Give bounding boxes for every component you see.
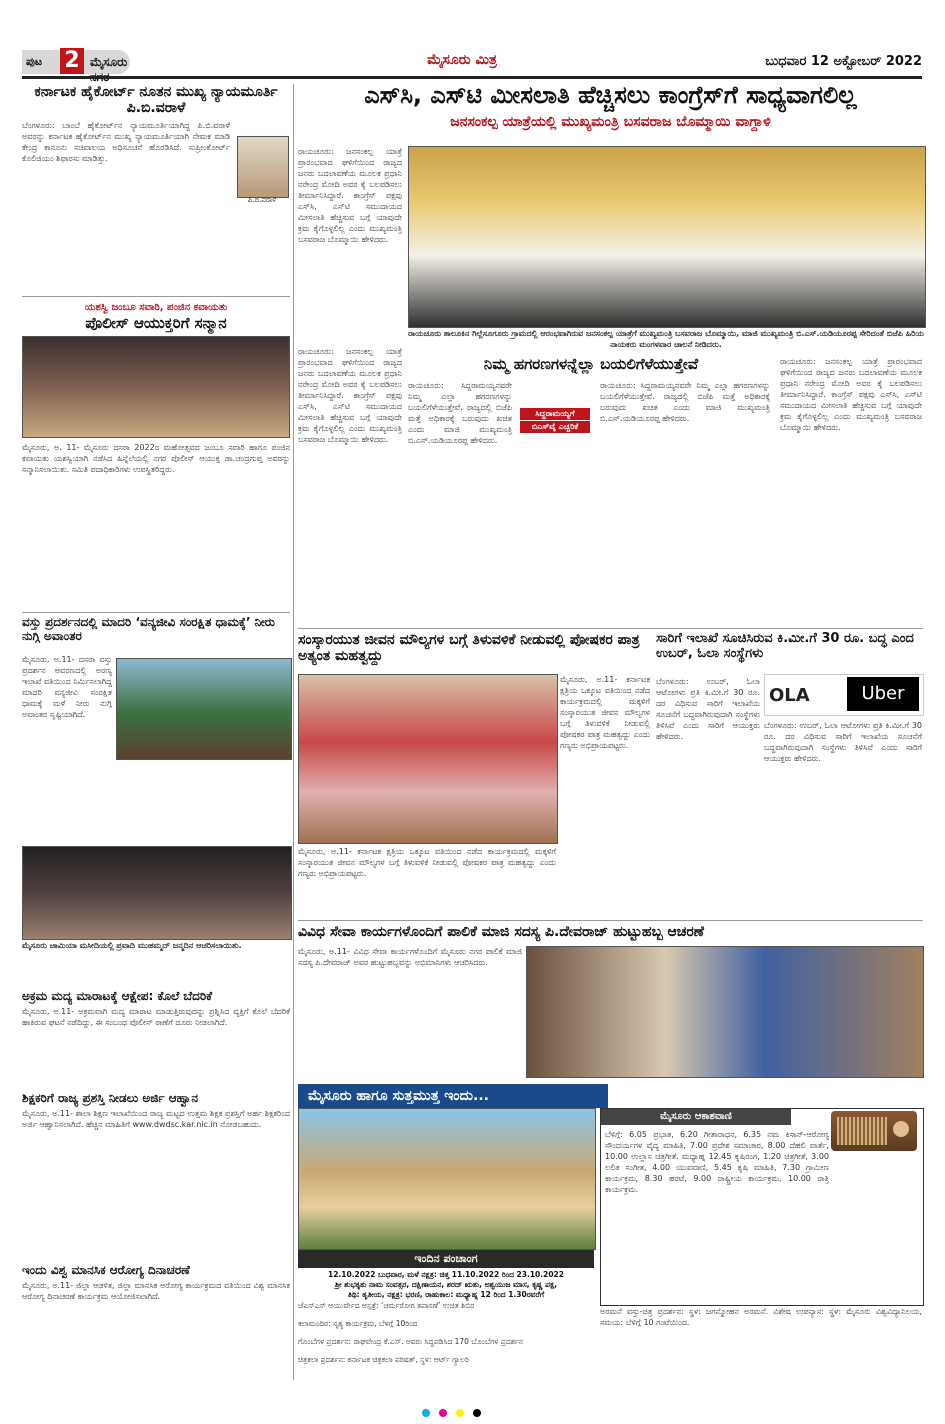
header-rule — [22, 76, 922, 79]
siddu-body-cont: ರಾಯಚೂರು: ಸಿದ್ದರಾಮಯ್ಯನವರೇ ನಿಮ್ಮ ಎಲ್ಲಾ ಹಗರಣಗಳನ್ನು ಬಯಲಿಗೆಳೆಯುತ್ತೇವೆ. ರಾಜ್ಯದಲ್ಲಿ ಬಿಜೆಪಿ ಮತ್ತೆ ಅಧಿಕಾರಕ್ಕೆ ಬರುವುದು ಖಚಿತ ಎಂದು ಮಾಜಿ ಮುಖ್ಯಮಂತ್ರಿ ಬಿ.ಎಸ್.ಯಡಿಯೂರಪ್ಪ ಹೇಳಿದರು. — [600, 381, 770, 423]
akrama-body: ಮೈಸೂರು, ಅ.11- ಅಕ್ರಮವಾಗಿ ಮದ್ಯ ಮಾರಾಟ ಮಾಡುತ್ತಿರುವುದನ್ನು ಪ್ರಶ್ನಿಸಿದ ವ್ಯಕ್ತಿಗೆ ಕೊಲೆ ಬೆದರಿಕೆ ಹಾಕಿರುವ ಘಟನೆ ನಡೆದಿದ್ದು, ಈ ಸಂಬಂಧ ಪೊಲೀಸ್ ಠಾಣೆಗೆ ದೂರು ನೀಡಲಾಗಿದೆ. — [22, 1006, 290, 1027]
panchanga-title: ಇಂದಿನ ಪಂಚಾಂಗ — [298, 1250, 594, 1268]
samskara-headline: ಸಂಸ್ಕಾರಯುತ ಜೀವನ ಮೌಲ್ಯಗಳ ಬಗ್ಗೆ ತಿಳುವಳಿಕೆ ನೀಡುವಲ್ಲಿ ಪೋಷಕರ ಪಾತ್ರ ಅತ್ಯಂತ ಮಹತ್ವದ್ದು — [298, 632, 640, 665]
page-number-tab — [22, 50, 130, 74]
lead-body-cont: ರಾಯಚೂರು: ಜನಸಂಕಲ್ಪ ಯಾತ್ರೆ ಪ್ರಾರಂಭವಾದ ಘಳಿಗೆಯಿಂದ ರಾಜ್ಯದ ಜನರು ಬದಲಾವಣೆಯ ಮೂಲಕ ಪ್ರಧಾನಿ ನರೇಂದ್ರ ಮೋದಿ ಅವರ ಕೈ ಬಲಪಡಿಸಲು ತೀರ್ಮಾನಿಸಿದ್ದಾರೆ. ಕಾಂಗ್ರೆಸ್ ಪಕ್ಷವು ಎಸ್‌ಸಿ, ಎಸ್‌ಟಿ ಸಮುದಾಯದ ಮೀಸಲಾತಿ ಹೆಚ್ಚಿಸುವ ಬಗ್ಗೆ ಯಾವುದೇ ಕ್ರಮ ಕೈಗೊಳ್ಳಲಿಲ್ಲ ಎಂದು ಮುಖ್ಯಮಂತ್ರಿ ಬಸವರಾಜ ಬೊಮ್ಮಾಯಿ ಹೇಳಿದರು. — [298, 347, 402, 444]
page-label: ಪುಟ — [26, 55, 43, 68]
hc-body: ಬೆಂಗಳೂರು: ಬಾಂಬೆ ಹೈಕೋರ್ಟ್‌ನ ನ್ಯಾಯಮೂರ್ತಿಯಾಗಿದ್ದ ಪಿ.ಬಿ.ವರಾಳೆ ಅವರನ್ನು ಕರ್ನಾಟಕ ಹೈಕೋರ್ಟ್‌ನ ಮುಖ್ಯ ನ್ಯಾಯಮೂರ್ತಿಯಾಗಿ ನೇಮಕ ಮಾಡಿ ಕೇಂದ್ರ ಕಾನೂನು ಸಚಿವಾಲಯ ಅಧಿಸೂಚನೆ ಹೊರಡಿಸಿದೆ. ಸುಪ್ರೀಂಕೋರ್ಟ್ ಕೊಲಿಜಿಯಂ ಶಿಫಾರಸು ಮಾಡಿತ್ತು. — [22, 121, 230, 164]
event-item: ಗೊಂಬೆಗಳ ಪ್ರದರ್ಶನ: ರಾಘವೇಂದ್ರ ಕೆ.ಎಸ್. ಅವರು ಸಿದ್ಧಪಡಿಸಿದ 170 ಬೊಂಬೆಗಳ ಪ್ರದರ್ಶನ — [298, 1337, 523, 1346]
siddu-headline: ನಿಮ್ಮ ಹಗರಣಗಳನ್ನೆಲ್ಲಾ ಬಯಲಿಗೆಳೆಯುತ್ತೇವೆ — [483, 355, 699, 373]
panchanga-dates: 12.10.2022 ಬುಧವಾರ, ಮಳೆ ನಕ್ಷತ್ರ: ಚಿತ್ತ 11.10.2022 ರಿಂದ 23.10.2022 — [327, 1270, 564, 1279]
panchanga-line3: ತಿಥಿ: ತೃತೀಯ, ನಕ್ಷತ್ರ: ಭರಣಿ, ರಾಹುಕಾಲ: ಮಧ್ಯಾಹ್ನ 12 ರಿಂದ 1.30ರವರೆಗೆ — [347, 1290, 545, 1299]
mental-article — [22, 1264, 290, 1370]
siddu-tag-line2: ಬಿಎಸ್‌ವೈ ಎಚ್ಚರಿಕೆ — [520, 421, 590, 433]
samskara-article — [298, 632, 648, 664]
ola-article — [656, 632, 922, 662]
radio-body: ಬೆಳಿಗ್ಗೆ: 6.05 ಪ್ರಭಾತ, 6.20 ಗೀತಾರಾಧನ, 6.35 ನಮ ಕಿಸಾನ್-ಆರೋಗ್ಯ ಸೌಂದರ್ಯಗಳ ವೈದ್ಯ ಮಾಹಿತಿ, 7.00 ಪ್ರದೇಶ ಸಮಾಚಾರ, 8.00 ದೆಹಲಿ ವಾರ್ತೆ, 10.00 ಉಲ್ಲಾಸ ಚಿತ್ರಗೀತೆ. ಮಧ್ಯಾಹ್ನ 12.45 ಕೃಷಿರಂಗ, 1.20 ಚಿತ್ರಗೀತೆ, 3.00 ಲಲಿತ ಸಂಗೀತ, 4.00 ಯುವವಾಣಿ, 5.45 ಕೃಷಿ ಮಾಹಿತಿ, 7.30 ಗ್ರಾಮೀಣ ಕಾರ್ಯಕ್ರಮ, 8.30 ಹರಟೆ, 9.00 ರಾಷ್ಟ್ರೀಯ ಕಾರ್ಯಕ್ರಮ, 10.00 ರಾತ್ರಿ ಕಾರ್ಯಕ್ರಮ. — [605, 1130, 829, 1194]
radio-dial — [893, 1121, 909, 1137]
ola-body-cont: ಬೆಂಗಳೂರು: ಉಬರ್, ಓಲಾ ಆಟೋಗಳು ಪ್ರತಿ ಕಿ.ಮೀ.ಗೆ 30 ರೂ. ದರ ವಿಧಿಸುವ ಸಾರಿಗೆ ಇಲಾಖೆಯ ಸೂಚನೆಗೆ ಬದ್ಧವಾಗಿರುವುದಾಗಿ ಸಂಸ್ಥೆಗಳು ತಿಳಿಸಿವೆ ಎಂದು ಸಾರಿಗೆ ಆಯುಕ್ತರು ಹೇಳಿದರು. — [764, 721, 922, 763]
shikshak-headline: ಶಿಕ್ಷಕರಿಗೆ ರಾಜ್ಯ ಪ್ರಶಸ್ತಿ ನೀಡಲು ಅರ್ಜಿ ಆಹ್ವಾನ — [22, 1091, 199, 1105]
black-mark — [473, 1409, 481, 1417]
lead-body: ರಾಯಚೂರು: ಜನಸಂಕಲ್ಪ ಯಾತ್ರೆ ಪ್ರಾರಂಭವಾದ ಘಳಿಗೆಯಿಂದ ರಾಜ್ಯದ ಜನರು ಬದಲಾವಣೆಯ ಮೂಲಕ ಪ್ರಧಾನಿ ನರೇಂದ್ರ ಮೋದಿ ಅವರ ಕೈ ಬಲಪಡಿಸಲು ತೀರ್ಮಾನಿಸಿದ್ದಾರೆ. ಕಾಂಗ್ರೆಸ್ ಪಕ್ಷವು ಎಸ್‌ಸಿ, ಎಸ್‌ಟಿ ಸಮುದಾಯದ ಮೀಸಲಾತಿ ಹೆಚ್ಚಿಸುವ ಬಗ್ಗೆ ಯಾವುದೇ ಕ್ರಮ ಕೈಗೊಳ್ಳಲಿಲ್ಲ ಎಂದು ಮುಖ್ಯಮಂತ್ರಿ ಬಸವರಾಜ ಬೊಮ್ಮಾಯಿ ಹೇಳಿದರು. — [298, 147, 402, 244]
cyan-mark — [422, 1409, 430, 1417]
radio-title: ಮೈಸೂರು ಆಕಾಶವಾಣಿ — [601, 1109, 791, 1125]
police-photo — [22, 336, 290, 438]
registration-marks — [420, 1402, 483, 1421]
vastu-photo — [116, 658, 292, 760]
ola-logo: OLA — [769, 685, 810, 706]
event-item: ಚಿತ್ರಕಲಾ ಪ್ರದರ್ಶನ: ಕರ್ನಾಟಕ ಚಿತ್ರಕಲಾ ಪರಿಷತ್, ಸ್ಥಳ: ಆರ್ಟ್ ಗ್ಯಾಲರಿ — [298, 1355, 469, 1364]
divider — [298, 920, 923, 921]
radio-speaker-grille — [837, 1117, 887, 1145]
samskara-body: ಮೈಸೂರು, ಅ.11- ಕರ್ನಾಟಕ ಕ್ಷತ್ರಿಯ ಒಕ್ಕೂಟ ವತಿಯಿಂದ ನಡೆದ ಕಾರ್ಯಕ್ರಮದಲ್ಲಿ ಮಕ್ಕಳಿಗೆ ಸಂಸ್ಕಾರಯುತ ಜೀವನ ಮೌಲ್ಯಗಳ ಬಗ್ಗೆ ತಿಳುವಳಿಕೆ ನೀಡುವಲ್ಲಿ ಪೋಷಕರ ಪಾತ್ರ ಮಹತ್ವದ್ದು ಎಂದು ಗಣ್ಯರು ಅಭಿಪ್ರಾಯಪಟ್ಟರು. — [560, 675, 650, 750]
police-headline: ಪೊಲೀಸ್ ಆಯುಕ್ತರಿಗೆ ಸನ್ಮಾನ — [85, 314, 227, 332]
siddu-body: ರಾಯಚೂರು: ಸಿದ್ದರಾಮಯ್ಯನವರೇ ನಿಮ್ಮ ಎಲ್ಲಾ ಹಗರಣಗಳನ್ನು ಬಯಲಿಗೆಳೆಯುತ್ತೇವೆ. ರಾಜ್ಯದಲ್ಲಿ ಬಿಜೆಪಿ ಮತ್ತೆ ಅಧಿಕಾರಕ್ಕೆ ಬರುವುದು ಖಚಿತ ಎಂದು ಮಾಜಿ ಮುಖ್ಯಮಂತ್ರಿ ಬಿ.ಎಸ್.ಯಡಿಯೂರಪ್ಪ ಹೇಳಿದರು. — [408, 381, 512, 445]
siddu-tag-line1: ಸಿದ್ದರಾಮಯ್ಯಗೆ — [520, 408, 590, 420]
judge-photo — [237, 136, 289, 198]
ola-body: ಬೆಂಗಳೂರು: ಉಬರ್, ಓಲಾ ಆಟೋಗಳು ಪ್ರತಿ ಕಿ.ಮೀ.ಗೆ 30 ರೂ. ದರ ವಿಧಿಸುವ ಸಾರಿಗೆ ಇಲಾಖೆಯ ಸೂಚನೆಗೆ ಬದ್ಧವಾಗಿರುವುದಾಗಿ ಸಂಸ್ಥೆಗಳು ತಿಳಿಸಿವೆ ಎಂದು ಸಾರಿಗೆ ಆಯುಕ್ತರು ಹೇಳಿದರು. — [656, 677, 760, 741]
divider — [22, 612, 290, 613]
divider — [22, 296, 290, 297]
today-banner: ಮೈಸೂರು ಹಾಗೂ ಸುತ್ತಮುತ್ತ ಇಂದು... — [298, 1084, 608, 1108]
lead-subhead: ಜನಸಂಕಲ್ಪ ಯಾತ್ರೆಯಲ್ಲಿ ಮುಖ್ಯಮಂತ್ರಿ ಬಸವರಾಜ ಬೊಮ್ಮಾಯಿ ವಾಗ್ದಾಳಿ — [450, 113, 771, 130]
vastu-headline: ವಸ್ತು ಪ್ರದರ್ಶನದಲ್ಲಿ ಮಾದರಿ ‘ವನ್ಯಜೀವಿ ಸಂರಕ್ಷಿತ ಧಾಮಕ್ಕೆ’ ನೀರು ನುಗ್ಗಿ ಅವಾಂತರ — [22, 615, 275, 643]
vastu-body: ಮೈಸೂರು, ಅ.11- ದಸರಾ ವಸ್ತು ಪ್ರದರ್ಶನ ಆವರಣದಲ್ಲಿ ಅರಣ್ಯ ಇಲಾಖೆ ವತಿಯಿಂದ ನಿರ್ಮಿಸಲಾಗಿದ್ದ ಮಾದರಿ ವನ್ಯಜೀವಿ ಸಂರಕ್ಷಿತ ಧಾಮಕ್ಕೆ ಮಳೆ ನೀರು ನುಗ್ಗಿ ಅವಾಂತರ ಸೃಷ್ಟಿಯಾಗಿದೆ. — [22, 655, 112, 719]
vastu-article — [22, 615, 290, 719]
birthday-photo — [526, 946, 924, 1078]
hc-article — [22, 84, 290, 280]
shikshak-body: ಮೈಸೂರು, ಅ.11- ಶಾಲಾ ಶಿಕ್ಷಣ ಇಲಾಖೆಯಿಂದ ರಾಜ್ಯ ಮಟ್ಟದ ಉತ್ತಮ ಶಿಕ್ಷಕ ಪ್ರಶಸ್ತಿಗೆ ಅರ್ಹ ಶಿಕ್ಷಕರಿಂದ ಅರ್ಜಿ ಆಹ್ವಾನಿಸಲಾಗಿದೆ. ಹೆಚ್ಚಿನ ಮಾಹಿತಿಗೆ www.dwdsc.kar.nic.in ನೋಡಬಹುದು. — [22, 1108, 290, 1129]
police-kicker: ಯಶಸ್ವಿ ಜಂಬೂ ಸವಾರಿ, ಪಂಜಿನ ಕವಾಯತು — [22, 300, 290, 315]
samskara-photo — [298, 674, 558, 844]
police-article — [22, 300, 290, 592]
events-list — [298, 1300, 598, 1372]
birthday-headline: ವಿವಿಧ ಸೇವಾ ಕಾರ್ಯಗಳೊಂದಿಗೆ ಪಾಲಿಕೆ ಮಾಜಿ ಸದಸ್ಯ ಪಿ.ದೇವರಾಜ್ ಹುಟ್ಟುಹಬ್ಬ ಆಚರಣೆ — [298, 924, 704, 940]
rally-photo — [408, 146, 926, 328]
yellow-mark — [456, 1409, 464, 1417]
birthday-body: ಮೈಸೂರು, ಅ.11- ವಿವಿಧ ಸೇವಾ ಕಾರ್ಯಗಳೊಂದಿಗೆ ಮೈಸೂರು ನಗರ ಪಾಲಿಕೆ ಮಾಜಿ ಸದಸ್ಯ ಪಿ.ದೇವರಾಜ್ ಅವರ ಹುಟ್ಟುಹಬ್ಬವನ್ನು ಅಭಿಮಾನಿಗಳು ಆಚರಿಸಿದರು. — [298, 947, 522, 967]
radio-extra: ಅರಮನೆ ವಸ್ತು-ಚಿತ್ರ ಪ್ರದರ್ಶನ: ಸ್ಥಳ: ಜಗನ್ಮೋಹನ ಅರಮನೆ. ವಿಶೇಷ ಉಪನ್ಯಾಸ: ಸ್ಥಳ: ಮೈಸೂರು ವಿಶ್ವವಿದ್ಯಾನಿಲಯ, ಸಮಯ: ಬೆಳಿಗ್ಗೆ 10 ಗಂಟೆಯಿಂದ. — [600, 1307, 922, 1327]
judge-photo-caption: ಪಿ.ಬಿ.ವರಾಳೆ — [247, 196, 277, 204]
lead-headline: ಎಸ್‌ಸಿ, ಎಸ್‌ಟಿ ಮೀಸಲಾತಿ ಹೆಚ್ಚಿಸಲು ಕಾಂಗ್ರೆಸ್‌ಗೆ ಸಾಧ್ಯವಾಗಲಿಲ್ಲ — [364, 81, 857, 109]
uber-logo: Uber — [847, 677, 919, 711]
mosque-caption: ಮೈಸೂರು ಜಾಮಿಯಾ ಮಸೀದಿಯಲ್ಲಿ ಪ್ರವಾದಿ ಮುಹಮ್ಮದ್ ಜನ್ಮದಿನ ಆಚರಿಸಲಾಯಿತು. — [22, 941, 242, 950]
siddu-tag — [520, 408, 590, 433]
palace-photo — [298, 1108, 596, 1250]
page-number: 2 — [60, 48, 84, 74]
issue-date: ಬುಧವಾರ 12 ಅಕ್ಟೋಬರ್ 2022 — [765, 54, 922, 69]
masthead: ಮೈಸೂರು ಮಿತ್ರ — [427, 52, 497, 68]
divider — [298, 628, 923, 629]
rally-caption: ರಾಯಚೂರು ತಾಲೂಕಿನ ಗಿಲ್ಲೆಸೂಗೂರು ಗ್ರಾಮದಲ್ಲಿ ಆರಂಭವಾಗಿರುವ ಜನಸಂಕಲ್ಪ ಯಾತ್ರೆಗೆ ಮುಖ್ಯಮಂತ್ರಿ ಬಸವರಾಜ ಬೊಮ್ಮಾಯಿ, ಮಾಜಿ ಮುಖ್ಯಮಂತ್ರಿ ಬಿ.ಎಸ್.ಯಡಿಯೂರಪ್ಪ ಸೇರಿದಂತೆ ಬಿಜೆಪಿ ಹಿರಿಯ ನಾಯಕರು ಮಂಗಳವಾರ ಚಾಲನೆ ನೀಡಿದರು. — [408, 329, 924, 349]
police-body: ಮೈಸೂರು, ಅ. 11- ಮೈಸೂರು ದಸರಾ 2022ರ ಮಹೋತ್ಸವದ ಜಂಬೂ ಸವಾರಿ ಹಾಗೂ ಪಂಜಿನ ಕವಾಯತು ಯಶಸ್ವಿಯಾಗಿ ನಡೆಸಿದ ಹಿನ್ನೆಲೆಯಲ್ಲಿ ನಗರ ಪೊಲೀಸ್ ಆಯುಕ್ತ ಡಾ.ಚಂದ್ರಗುಪ್ತ ಅವರನ್ನು ಸನ್ಮಾನಿಸಲಾಯಿತು. ಸಮಿತಿ ಪದಾಧಿಕಾರಿಗಳು ಉಪಸ್ಥಿತರಿದ್ದರು. — [22, 443, 290, 475]
magenta-mark — [439, 1409, 447, 1417]
siddu-article — [408, 356, 774, 373]
mental-body: ಮೈಸೂರು, ಅ.11- ಜಿಲ್ಲಾ ಆಡಳಿತ, ಜಿಲ್ಲಾ ಮಾನಸಿಕ ಆರೋಗ್ಯ ಕಾರ್ಯಕ್ರಮದ ವತಿಯಿಂದ ವಿಶ್ವ ಮಾನಸಿಕ ಆರೋಗ್ಯ ದಿನಾಚರಣೆ ಕಾರ್ಯಕ್ರಮ ಆಯೋಜಿಸಲಾಗಿದೆ. — [22, 1280, 290, 1301]
page-header — [22, 50, 922, 74]
ola-headline: ಸಾರಿಗೆ ಇಲಾಖೆ ಸೂಚಿಸಿರುವ ಕಿ.ಮೀ.ಗೆ 30 ರೂ. ಬದ್ಧ ಎಂದ ಉಬರ್, ಓಲಾ ಸಂಸ್ಥೆಗಳು — [656, 631, 914, 661]
samskara-body-cont: ಮೈಸೂರು, ಅ.11- ಕರ್ನಾಟಕ ಕ್ಷತ್ರಿಯ ಒಕ್ಕೂಟ ವತಿಯಿಂದ ನಡೆದ ಕಾರ್ಯಕ್ರಮದಲ್ಲಿ ಮಕ್ಕಳಿಗೆ ಸಂಸ್ಕಾರಯುತ ಜೀವನ ಮೌಲ್ಯಗಳ ಬಗ್ಗೆ ತಿಳುವಳಿಕೆ ನೀಡುವಲ್ಲಿ ಪೋಷಕರ ಪಾತ್ರ ಮಹತ್ವದ್ದು ಎಂದು ಗಣ್ಯರು ಅಭಿಪ್ರಾಯಪಟ್ಟರು. — [298, 847, 556, 878]
lead-article — [298, 82, 923, 130]
birthday-article — [298, 924, 923, 940]
panchanga-line2: ಶ್ರೀ ಶುಭಕೃತು ನಾಮ ಸಂವತ್ಸರ, ದಕ್ಷಿಣಾಯನ, ಶರದ್ ಋತು, ಅಶ್ವಯುಜ ಮಾಸ, ಕೃಷ್ಣ ಪಕ್ಷ, — [334, 1280, 558, 1289]
hc-headline: ಕರ್ನಾಟಕ ಹೈಕೋರ್ಟ್ ನೂತನ ಮುಖ್ಯ ನ್ಯಾಯಮೂರ್ತಿ ಪಿ.ಬಿ.ವರಾಳೆ — [34, 84, 278, 117]
akrama-article — [22, 990, 290, 1096]
radio-icon — [831, 1111, 917, 1151]
lead-body-right: ರಾಯಚೂರು: ಜನಸಂಕಲ್ಪ ಯಾತ್ರೆ ಪ್ರಾರಂಭವಾದ ಘಳಿಗೆಯಿಂದ ರಾಜ್ಯದ ಜನರು ಬದಲಾವಣೆಯ ಮೂಲಕ ಪ್ರಧಾನಿ ನರೇಂದ್ರ ಮೋದಿ ಅವರ ಕೈ ಬಲಪಡಿಸಲು ತೀರ್ಮಾನಿಸಿದ್ದಾರೆ. ಕಾಂಗ್ರೆಸ್ ಪಕ್ಷವು ಎಸ್‌ಸಿ, ಎಸ್‌ಟಿ ಸಮುದಾಯದ ಮೀಸಲಾತಿ ಹೆಚ್ಚಿಸುವ ಬಗ್ಗೆ ಯಾವುದೇ ಕ್ರಮ ಕೈಗೊಳ್ಳಲಿಲ್ಲ ಎಂದು ಮುಖ್ಯಮಂತ್ರಿ ಬಸವರಾಜ ಬೊಮ್ಮಾಯಿ ಹೇಳಿದರು. — [780, 357, 922, 432]
section-name: ಮೈಸೂರು — [90, 55, 128, 69]
radio-box — [600, 1108, 924, 1306]
event-item: ಕಲಾಮಂದಿರ: ನೃತ್ಯ ಕಾರ್ಯಕ್ರಮ, ಬೆಳಿಗ್ಗೆ 10ರಿಂದ — [298, 1319, 418, 1328]
ola-uber-logos — [764, 674, 924, 716]
shikshak-article — [22, 1092, 290, 1238]
mental-headline: ಇಂದು ವಿಶ್ವ ಮಾನಸಿಕ ಆರೋಗ್ಯ ದಿನಾಚರಣೆ — [22, 1263, 190, 1277]
akrama-headline: ಅಕ್ರಮ ಮದ್ಯ ಮಾರಾಟಕ್ಕೆ ಆಕ್ಷೇಪ: ಕೊಲೆ ಬೆದರಿಕೆ — [22, 989, 213, 1003]
column-divider — [293, 84, 294, 1380]
event-item: ಜೆಎಸ್‌ಎಸ್ ಆಯುರ್ವೇದ ಆಸ್ಪತ್ರೆ: ‘ಚರ್ಮರೋಗ ತಪಾಸಣೆ’ ಉಚಿತ ಶಿಬಿರ — [298, 1301, 475, 1310]
mosque-photo — [22, 846, 292, 940]
panchanga-box — [298, 1250, 594, 1300]
